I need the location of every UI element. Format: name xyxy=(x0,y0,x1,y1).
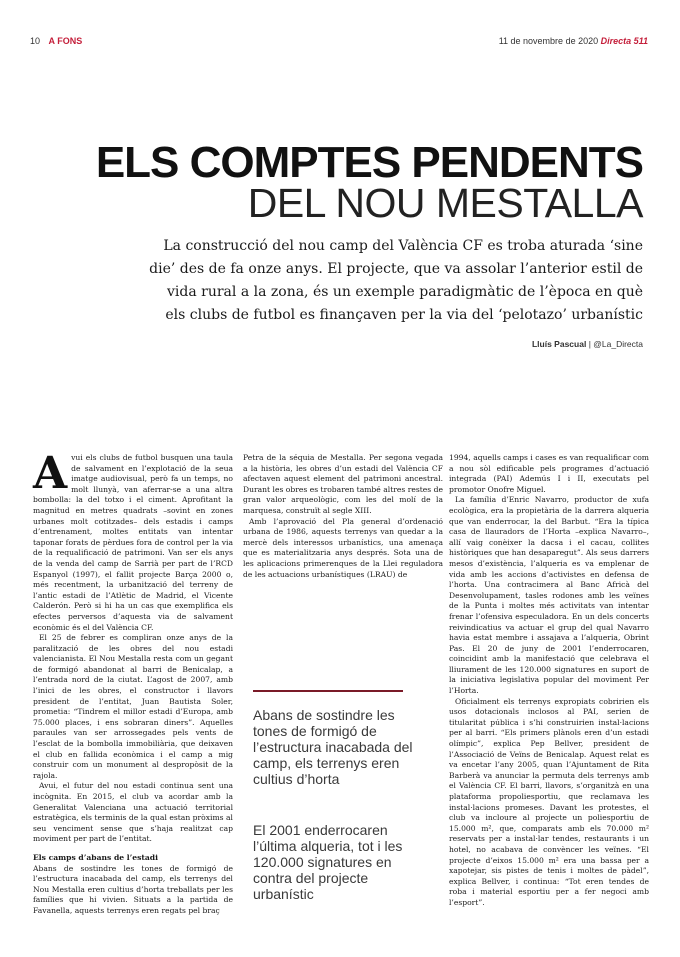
page-header xyxy=(30,36,648,50)
author-name: Lluís Pascual xyxy=(531,339,587,349)
body-paragraph: El 25 de febrer es compliran onze anys de la paralització de les obres del nou estadi valencianista. El Nou Mestalla resta com un gegant de formigó abandonat al barri de Benicalap, a l’entrada nord de la ciutat. L’agost de 2007, amb l’inici de les obres, el constructor i llavors president de l’entitat, Juan Bautista Soler, prometia: “Tindrem el millor estadi d’Europa, amb 75.000 places, i ens sobraran diners”. Aquelles paraules van ser arrossegades pels vents de l’esclat de la bombolla immobiliària, que deixaven el club en fallida econòmica i el camp a mig construir com un monument al despropòsit de la rajola. xyxy=(33,633,233,780)
headline-line-1: ELS COMPTES PENDENTS xyxy=(95,138,643,187)
pull-quote-2: El 2001 enderrocaren l’última alqueria, tot i les 120.000 signatures en contra del projecte urbanístic xyxy=(253,822,403,902)
byline xyxy=(532,339,643,349)
drop-cap: A xyxy=(33,448,68,499)
pullquote-rule xyxy=(253,690,403,692)
body-paragraph: Amb l’aprovació del Pla general d’ordenació urbana de 1986, aquests terrenys van quedar a la mercè dels interessos urbanístics, una amenaça que es materialitzaria anys després. Sota una de les aplicacions primerenques de la Llei reguladora de les actuacions urbanístiques (LRAU) de xyxy=(243,516,443,579)
page-number: 10 xyxy=(30,36,41,46)
body-column-2 xyxy=(243,453,443,580)
header-left xyxy=(30,36,82,46)
author-handle: @La_Directa xyxy=(593,339,643,349)
body-paragraph: Petra de la séquia de Mestalla. Per segona vegada a la història, les obres d’un estadi del València CF afectaven aquest element del patrimoni ancestral. Durant les obres es trobaren també altres restes de gran valor arqueològic, com les del molí de la marquesa, construït al segle XIII. xyxy=(243,453,443,515)
body-column-3 xyxy=(449,453,649,909)
body-paragraph: Abans de sostindre les tones de formigó de l’estructura inacabada del camp, els terrenys del Nou Mestalla eren cultius d’horta treballats per les famílies que hi vivien. Situats a la partida de Favanella, aquests terrenys eren regats pel braç xyxy=(33,863,233,915)
body-paragraph: Avui, el futur del nou estadi continua sent una incògnita. En 2015, el club va acordar amb la Generalitat Valenciana una actuació territorial estratègica, els terminis de la qual estan pròxims al seu venciment sense que s’haja realitzat cap moviment per part de l’entitat. xyxy=(33,781,233,844)
body-paragraph: Oficialment els terrenys expropiats cobririen els usos dotacionals inclosos al PAI, serien de titularitat pública i s’hi construirien instal·lacions per al barri. “Els primers plànols eren d’un estadi olímpic”, explica Pep Bellver, president de l’Associació de Veïns de Benicalap. Aquest relat es va encetar l’any 2005, quan l’Ajuntament de Rita Barberà va anunciar la permuta dels terrenys amb el València CF. El barri, llavors, s’organitzà en una plataforma propoliesportiu, que reclamava les instal·lacions promeses. Davant les protestes, el club va incloure al projecte un poliesportiu de 15.000 m², que, comparats amb els 70.000 m² reservats per a instal·lar tendes, restaurants i un hotel, no acabava de convèncer les veïnes. “El projecte d’eixos 15.000 m² era una bassa per a xapotejar, sis pistes de tenis i moltes de pàdel”, explica Bellver, i continua: “Tot eren tendes de roba i material esportiu per a fer negoci amb l’esport”. xyxy=(449,696,649,907)
section-subhead: Els camps d’abans de l’estadi xyxy=(33,852,158,862)
paragraph-text: vui els clubs de futbol busquen una taula de salvament en l’explotació de la seua imatge audiovisual, però fa un temps, no molt llunyà, van aferrar-se a una altra bombolla: la del totxo i el ciment. Aprofitant la magnitud en metres quadrats –sovint en zones urbanes molt cotitzades– dels estadis i camps d’entrenament, moltes entitats van intentar taponar forats de pèrdues fora de control per la via de la requalificació de patrimoni. Van ser els anys de la venda del camp de Sarrià per part de l’RCD Espanyol (1997), el fallit projecte Barça 2000 o, més recentment, la urbanització del terreny de l’antic estadi de l’Atlètic de Madrid, el Vicente Calderón. Però si hi ha un cas que exemplifica els efectes perversos d’aquesta via de salvament econòmic és el del València CF. xyxy=(33,453,233,632)
body-column-1 xyxy=(33,448,233,917)
header-right xyxy=(499,36,648,46)
article-lede: La construcció del nou camp del València CF es troba aturada ‘sine die’ des de fa onze anys. El projecte, que va assolar l’anterior estil de vida rural a la zona, és un exemple paradigmàtic de l’època en què els clubs de futbol es finançaven per la via del ‘pelotazo’ urbanístic xyxy=(149,238,643,323)
pull-quote-1: Abans de sostindre les tones de formigó de l’estructura inacabada del camp, els terrenys eren cultius d’horta xyxy=(253,707,413,787)
body-paragraph: 1994, aquells camps i cases es van requalificar com a nou sòl edificable pels programes d’actuació integrada (PAI) Ademús I i II, executats pel promotor Onofre Miguel. xyxy=(449,453,649,494)
section-label: A FONS xyxy=(48,36,83,46)
byline-separator: | xyxy=(586,339,594,349)
headline-line-2: DEL NOU MESTALLA xyxy=(247,180,643,226)
body-paragraph: La família d’Enric Navarro, productor de xufa ecològica, era la propietària de la darrera alqueria que van enderrocar, la del Barbut. “Era la típica casa de llauradors de l’Horta –explica Navarro–, allí vaig conèixer la dacsa i el cacau, collites històriques que han desaparegut”. Als seus darrers mesos d’existència, l’alqueria es va emplenar de vida amb les accions d’activistes en defensa de l’horta. Una contracimera al Banc Africà del Desenvolupament, tasles rodones amb les veïnes de la Punta i moltes més activitats van intentar frenar l’ofensiva especuladora. En un dels concerts reivindicatius va actuar el grup del qual Navarro havia estat membre i assajava a l’alqueria, Obrint Pas. El 20 de juny de 2001 l’enderrocaren, coincidint amb la manifestació que celebrava el lliurament de les 120.000 signatures en suport de la iniciativa legislativa popular del moviment Per l’Horta. xyxy=(449,495,649,696)
issue-date: 11 de novembre de 2020 xyxy=(498,36,599,46)
body-paragraph xyxy=(33,448,233,633)
publication-name: Directa 511 xyxy=(600,36,648,46)
